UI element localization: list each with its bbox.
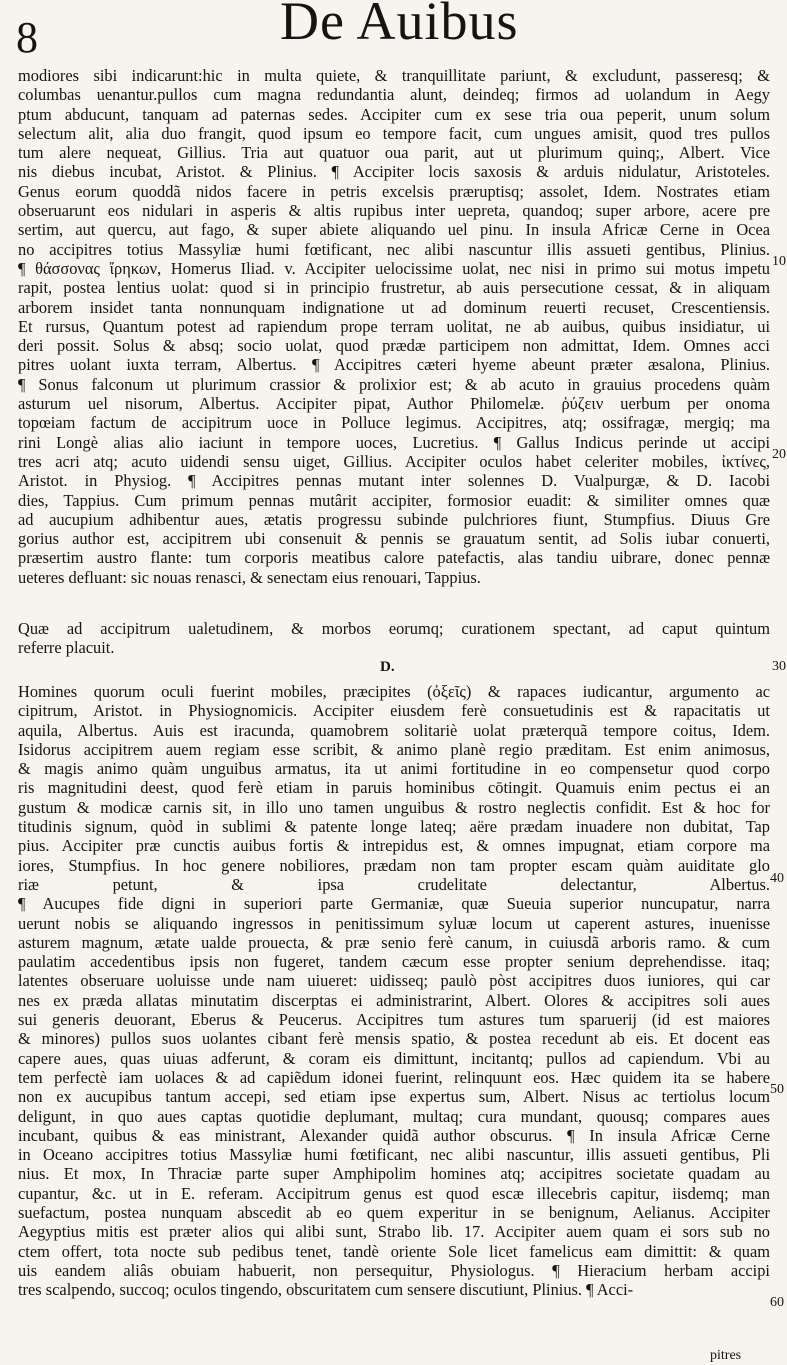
section-letter: D. [380,659,395,675]
text-line: rini Longè alias alio iaciunt in tempore uoces, Lucretius. ¶ Gallus Indicus perinde ut accipi [18,432,770,452]
text-line: tres acri atq; acuto uidendi sensu uiget, Gillius. Accipiter oculos habet celeriter mobiles, ἰκτίνες, [18,451,770,471]
text-line: uerunt nobis se aliquando ingressos in penitissimum syluæ locum ut caperent astures, inuenisse [18,913,770,933]
text-line: cupantur, &c. ut in E. referam. Accipitrum genus est quod escæ illecebris capitur, iisdemq; man [18,1183,770,1203]
text-line: Et rursus, Quantum potest ad rapiendum prope terram uolitat, ne ab auibus, quibus insidiatur, ui [18,316,770,336]
text-line: tres scalpendo, succoq; oculos tingendo, obscuritatem cum sensere discutiunt, Plinius. ¶ Acci- [18,1280,634,1300]
text-line: capere aues, quas uiuas adferunt, & coram eis dimittunt, incitantq; pullos ad capiendum. Vbi au [18,1048,770,1068]
text-line: tem perfectè iam uolaces & ad capiẽdum idonei fuerint, relinquunt eos. Hæc quidem ita se habere [18,1067,770,1087]
text-line: uis eandem aliâs obuiam habuerit, non persequitur, Physiologus. ¶ Hieracium herbam accipi [18,1260,770,1280]
text-line: nes ex præda allatas minutatim discerptas ei administrarint, Albert. Olores & accipitres soli aues [18,990,770,1010]
text-line: nis diebus incubat, Aristot. & Plinius. ¶ Accipiter locis saxosis & arduis nidulatur, Aristoteles. [18,162,770,182]
text-line: nius. Et mox, In Thraciæ parte super Amphipolim homines atq; accipitres societate quadam au [18,1164,770,1184]
text-line: deri possit. Solus & absq; socio uolat, quod prædæ participem non admittat, Idem. Omnes acci [18,336,770,356]
text-line: Quæ ad accipitrum ualetudinem, & morbos eorumq; curationem spectant, ad caput quintum [18,619,770,638]
text-line: paulatim accedentibus ipsis non fugeret, tandem cæcum esse propter senium deprehendisse. itaq; [18,952,770,972]
text-line: & magis animo quàm unguibus armatus, ita ut animi fortitudine in eo compensetur quod corpo [18,759,770,779]
text-line: ¶ Sonus falconum ut plurimum crassior & prolixior est; & ab acuto in grauius procedens quàm [18,374,770,394]
running-title: De Auibus [280,0,519,51]
text-line: in Oceano accipitres totius Massyliæ humi fœtificant, nec alibi nascuntur, illis assueti gentibus, Pli [18,1145,770,1165]
text-line: pius. Accipiter præ cunctis auibus fortis & intrepidus est, & omnes impugnat, etiam corpore ma [18,836,770,856]
text-line: Homines quorum oculi fuerint mobiles, præcipites (ὀξεῖς) & rapaces iudicantur, argumento ac [18,682,770,701]
text-line: tum alere nequeat, Gillius. Tria aut quatuor oua parit, aut ut plurimum quinq;, Albert. Vice [18,143,770,163]
text-line: ueteres defluant: sic nouas renasci, & senectam eius renouari, Tappius. [18,567,481,587]
text-line: ¶ θάσσονας ἴρηκων, Homerus Iliad. v. Accipiter uelocissime uolat, nec nisi in primo sui motus impetu [18,258,770,278]
text-line: columbas uenantur.pullos cum magna redundantia alunt, deindeq; firmos ad uolandum in Aegy [18,85,770,105]
text-line: arborem insidet tanta nonnunquam indignatione ut ad dominum reuerti recuset, Crescentiensis. [18,297,770,317]
text-block-c [18,66,770,587]
text-line: iores, Stumpfius. In hoc genere nobiliores, prædam non tam propter escam quàm auiditate glo [18,855,770,875]
text-line: Genus eorum quoddã nidos facere in petris excelsis præruptisq; assolet, Idem. Nostrates etiam [18,181,770,201]
text-line: titudinis signum, quòd in sublimi & patente longe lateq; aëre prædam inuadere non dubitat, Tap [18,817,770,837]
catchword: pitres [710,1348,742,1363]
text-line: incubant, quibus & eas ministrant, Alexander quidã author obscurus. ¶ In insula Africæ Cerne [18,1125,770,1145]
margin-number-10: 10 [772,254,786,269]
text-line: referre placuit. [18,638,115,658]
text-line: selectum alit, alia duo frangit, quod ipsum eo tempore facit, cum ungues amisit, quod tres pullos [18,123,770,143]
margin-number-40: 40 [770,871,784,886]
text-line: ris magnitudini deest, quod ferè etiam in paruis hominibus cōtingit. Quamuis enim pectus ei an [18,778,770,798]
text-line: Aegyptius mitis est præter alios qui alibi sunt, Strabo lib. 17. Accipiter auem quam ei sors sub no [18,1222,770,1242]
text-line: Isidorus accipitrem auem regiam esse scribit, & animo planè regio præditam. Est enim animosus, [18,739,770,759]
text-block-c-note [18,619,770,658]
text-line: topœiam factum de accipitrum uoce in Polluce legimus. Accipitres, atq; ossifragæ, mergiq; ma [18,413,770,433]
text-line: aquila, Albertus. Auis est iracunda, quamobrem solitariè uolat præterquã tempore coitus, Idem. [18,720,770,740]
text-line: ¶ Aucupes fide digni in superiori parte Germaniæ, quæ Sueuia superior nuncupatur, narra [18,894,770,914]
text-line: gorius author est, accipitrem ubi consenuit & pennis se grauatum sentit, ad Solis iubar conuerti, [18,529,770,549]
text-line: suefactum, postea nunquam abscedit ab eo quem experitur in se benignum, Aelianus. Accipiter [18,1203,770,1223]
margin-number-60: 60 [770,1295,784,1310]
text-line: obseruarunt eos nidulari in asperis & altis rupibus inter uepreta, quandoq; super arbore, acere pre [18,201,770,221]
text-line: & minores) pullos suos uolantes cibant ferè mensis spatio, & postea recedunt ab eis. Et docent eas [18,1029,770,1049]
text-line: gustum & modicæ carnis sit, in illo uno tamen unguibus & rostro neglectis confidit. Est & hoc for [18,797,770,817]
text-line: riæ petunt, & ipsa crudelitate delectantur, Albertus. [18,874,770,894]
text-line: modiores sibi indicarunt:hic in multa quiete, & tranquillitate pariunt, & excludunt, passeresq; & [18,66,770,85]
text-line: præsertim austro flante: tum corporis meatibus calore patefactis, alas tandiu uibrare, donec pennæ [18,548,770,568]
text-line: sertim, aut quercu, aut fago, & super abiete aliquando uel pinu. In insula Africæ Cerne in Ocea [18,220,770,240]
text-line: Aristot. in Physiog. ¶ Accipitres pennas mutant inter solennes D. Vualpurgæ, & D. Iacobi [18,471,770,491]
text-line: cipitrum, Aristot. in Physiognomicis. Accipiter eiusdem ferè consuetudinis est & rapacitatis ut [18,701,770,721]
text-line: ptum abducunt, tanquam ad paternas sedes. Accipiter cum ex sese tria oua peperit, unum solum [18,104,770,124]
page-number: 8 [16,13,38,62]
text-line: dies, Tappius. Cum primum pennas mutârit accipiter, formosior euadit: & similiter omnes quæ [18,490,770,510]
text-block-d [18,682,770,1300]
text-line: ctem offert, tota nocte sub pedibus tenet, tandè oriente Sole licet famelicus eam dimittit: & quam [18,1241,770,1261]
text-line: pitres uolant iuxta terram, Albertus. ¶ Accipitres cæteri hyeme abeunt præter æsalona, Plinius. [18,355,770,375]
margin-number-20: 20 [772,447,786,462]
text-line: latentes obseruare uoluisse unde nam uiueret: uidisseq; paulò pòst accipitres duos iuniores, qui car [18,971,770,991]
text-line: non ex aucupibus tantum accepi, sed etiam ipse expertus sum, Albert. Nisus ac tertiolus locum [18,1087,770,1107]
text-line: rapit, postea lentius uolat: quod si in principio frustretur, ab auis persecutione cessat, & in aliquam [18,278,770,298]
margin-number-50: 50 [770,1082,784,1097]
margin-number-30: 30 [772,659,786,674]
text-line: asturem magnum, ætate ualde prouecta, & præ senio ferè canum, in cuiusdã arboris ramo. & cum [18,932,770,952]
text-line: ad aucupium adhibentur aues, ætatis progressu subinde pulchriores fiunt, Stumpfius. Diuus Gre [18,509,770,529]
text-line: sui generis deuorant, Eberus & Peucerus. Accipitres tum astures tum sparuerij (id est maiores [18,1010,770,1030]
text-line: deligunt, in quo aues captas quotidie deplumant, multaq; cura mundant, quousq; compares aues [18,1106,770,1126]
text-line: no accipitres totius Massyliæ humi fœtificant, nec alibi nascuntur illis assueti gentibus, Plinius. [18,239,770,259]
text-line: asturum uel nisorum, Albertus. Accipiter pipat, Author Philomelæ. ῥύζειν uerbum per onoma [18,394,770,414]
